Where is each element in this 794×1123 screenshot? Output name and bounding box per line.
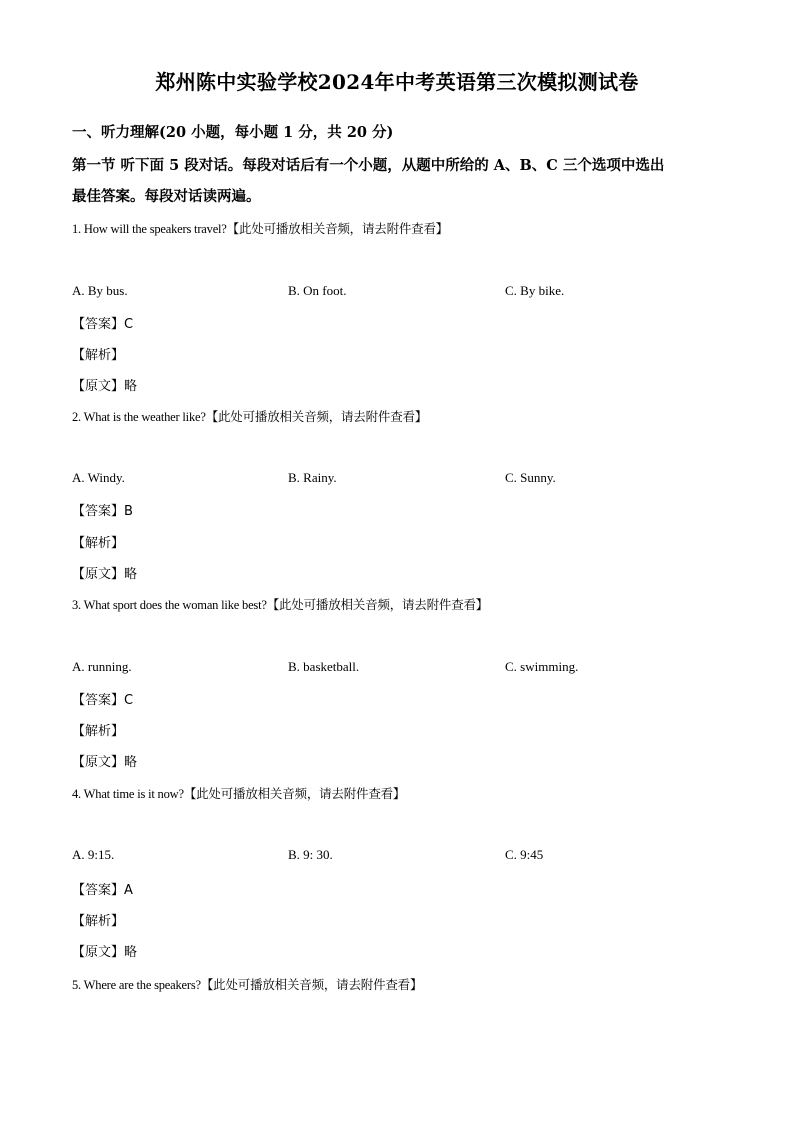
original-label: 【原文】 [72, 755, 125, 770]
question-2-option-a: A. Windy. [72, 470, 125, 485]
analysis-label: 【解析】 [72, 914, 125, 929]
question-4-stem: 4. What time is it now? [72, 787, 184, 801]
question-4-option-c: C. 9:45 [505, 847, 544, 862]
answer-label: 【答案】 [72, 883, 125, 898]
question-3-stem: 3. What sport does the woman like best? [72, 598, 267, 612]
question-3-option-a: A. running. [72, 659, 132, 674]
answer-value: A [124, 883, 133, 898]
original-value: 略 [124, 945, 138, 960]
original-label: 【原文】 [72, 945, 125, 960]
question-1-analysis [72, 344, 124, 363]
question-4-option-a: A. 9:15. [72, 847, 115, 862]
question-2-option-b: B. Rainy. [288, 470, 337, 485]
analysis-label: 【解析】 [72, 724, 125, 739]
question-3-original [72, 751, 137, 770]
question-2 [72, 407, 427, 425]
original-label: 【原文】 [72, 567, 125, 582]
question-5 [72, 975, 422, 993]
question-1-option-c: C. By bike. [505, 283, 565, 298]
answer-value: B [124, 504, 133, 519]
section-heading: 一、听力理解(20 小题，每小题 1 分，共 20 分) [72, 124, 394, 141]
question-4-option-b: B. 9: 30. [288, 847, 333, 862]
question-5-audio-tag: 【此处可播放相关音频，请去附件查看】 [200, 977, 423, 992]
question-2-stem: 2. What is the weather like? [72, 410, 206, 424]
answer-value: C [124, 693, 134, 708]
question-3-audio-tag: 【此处可播放相关音频，请去附件查看】 [266, 597, 489, 612]
question-3-option-b: B. basketball. [288, 659, 360, 674]
question-1-option-b: B. On foot. [288, 283, 347, 298]
original-value: 略 [124, 567, 138, 582]
question-2-original [72, 563, 137, 582]
answer-label: 【答案】 [72, 693, 125, 708]
analysis-label: 【解析】 [72, 348, 125, 363]
page-title: 郑州陈中实验学校2024年中考英语第三次模拟测试卷 [155, 70, 639, 94]
question-2-option-c: C. Sunny. [505, 470, 556, 485]
answer-label: 【答案】 [72, 317, 125, 332]
question-1-option-a: A. By bus. [72, 283, 128, 298]
question-3-answer [72, 689, 133, 708]
question-1-answer [72, 313, 133, 332]
original-value: 略 [124, 379, 138, 394]
original-label: 【原文】 [72, 379, 125, 394]
question-1-stem: 1. How will the speakers travel? [72, 222, 227, 236]
section-instruction-line1: 第一节 听下面 5 段对话。每段对话后有一个小题，从题中所给的 A、B、C 三个选项中选出 [72, 157, 665, 174]
question-2-analysis [72, 532, 124, 551]
question-4-answer [72, 879, 133, 898]
question-4-audio-tag: 【此处可播放相关音频，请去附件查看】 [183, 786, 406, 801]
question-5-stem: 5. Where are the speakers? [72, 978, 201, 992]
question-1-audio-tag: 【此处可播放相关音频，请去附件查看】 [226, 221, 449, 236]
answer-value: C [124, 317, 134, 332]
question-4-analysis [72, 910, 124, 929]
original-value: 略 [124, 755, 138, 770]
question-2-answer [72, 500, 133, 519]
answer-label: 【答案】 [72, 504, 125, 519]
question-3-analysis [72, 720, 124, 739]
question-3 [72, 595, 488, 613]
question-3-option-c: C. swimming. [505, 659, 579, 674]
question-4 [72, 784, 405, 802]
section-instruction-line2: 最佳答案。每段对话读两遍。 [72, 188, 261, 205]
analysis-label: 【解析】 [72, 536, 125, 551]
question-1-original [72, 375, 137, 394]
question-2-audio-tag: 【此处可播放相关音频，请去附件查看】 [205, 409, 428, 424]
question-4-original [72, 941, 137, 960]
question-1 [72, 219, 448, 237]
